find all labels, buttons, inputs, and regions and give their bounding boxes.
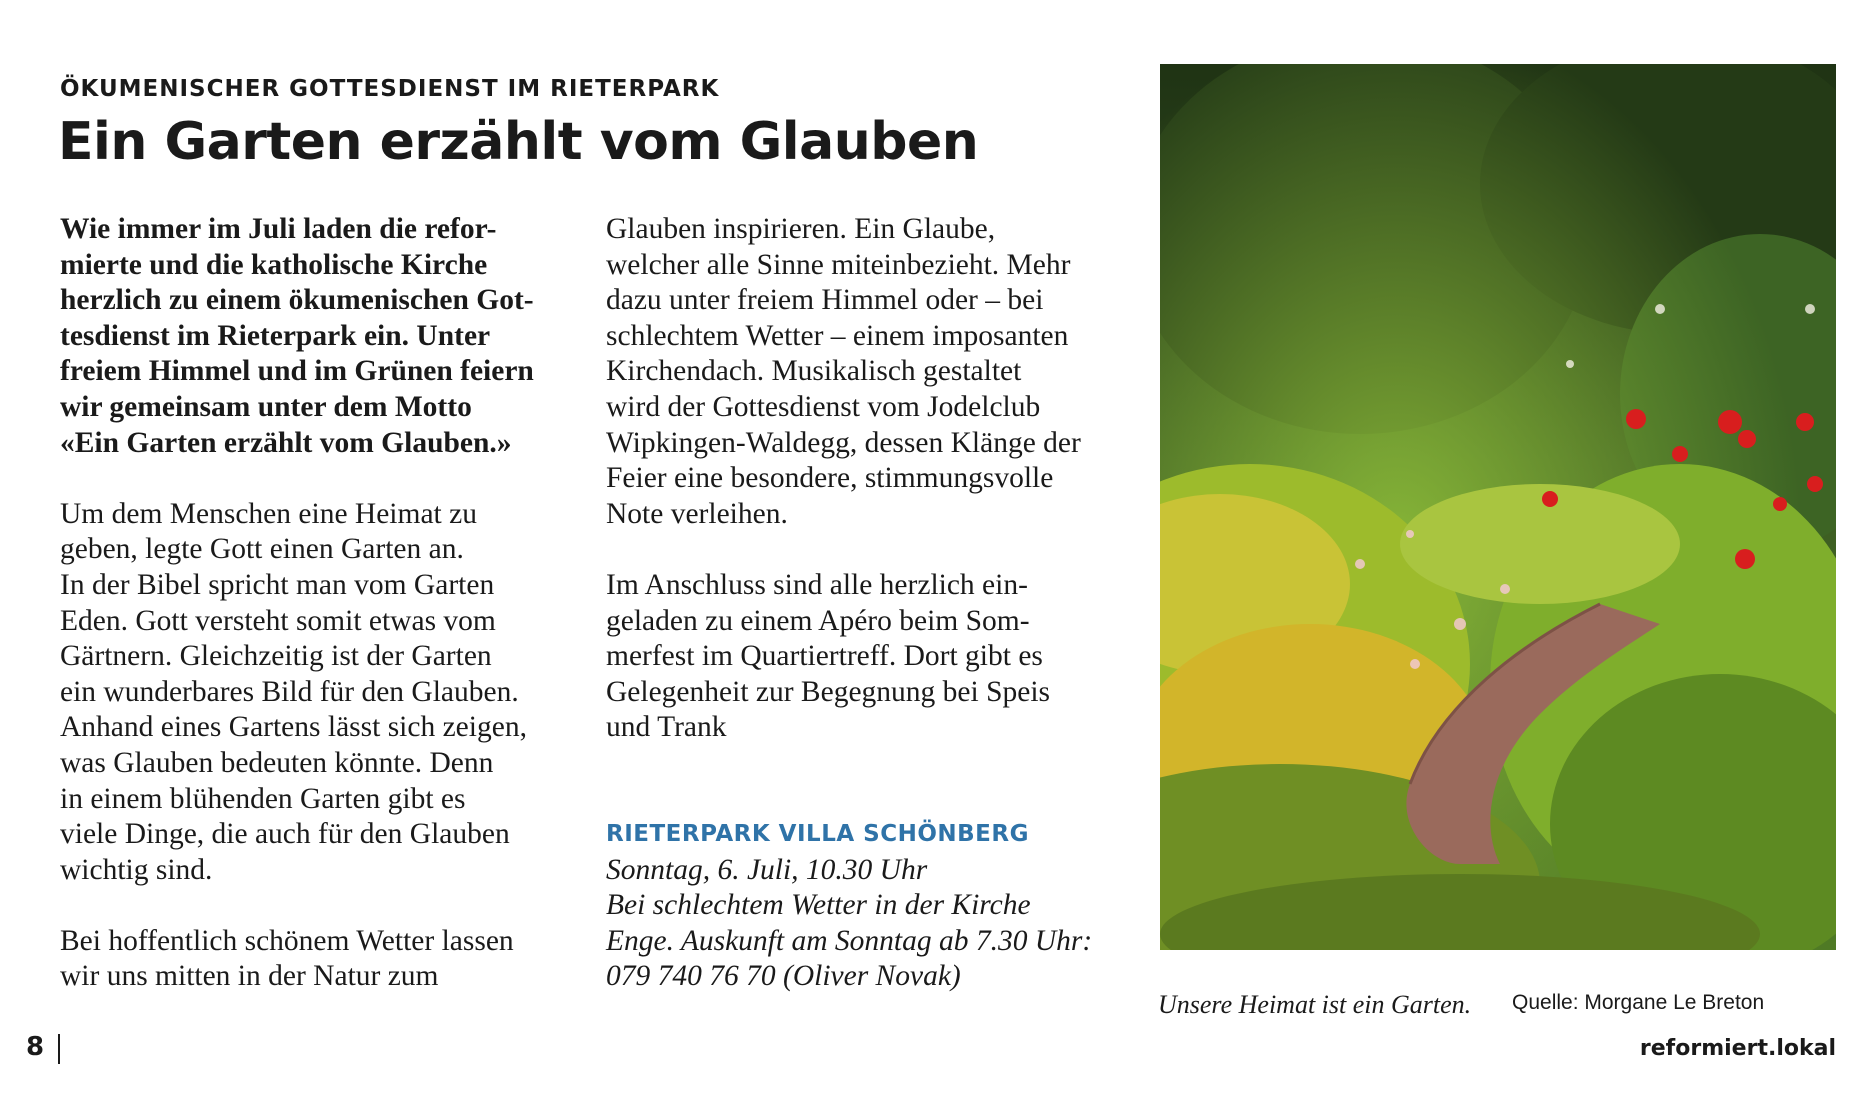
body-line: wird der Gottesdienst vom Jodelclub (606, 390, 1041, 423)
photo-caption: Unsere Heimat ist ein Garten. (1158, 990, 1472, 1019)
body-line: schlechtem Wetter – einem imposanten (606, 319, 1069, 352)
event-title: RIETERPARK VILLA SCHÖNBERG (606, 820, 1029, 847)
event-line: Sonntag, 6. Juli, 10.30 Uhr (606, 853, 928, 886)
garden-photo (1160, 64, 1836, 950)
body-line: was Glauben bedeuten könnte. Denn (60, 746, 494, 779)
event-info (606, 817, 1146, 995)
body-line: Note verleihen. (606, 497, 788, 530)
body-line: Anhand eines Gartens lässt sich zeigen, (60, 711, 527, 744)
text-column-right (606, 212, 1146, 995)
event-line: Enge. Auskunft am Sonntag ab 7.30 Uhr: (606, 924, 1093, 957)
lead-paragraph (60, 212, 580, 461)
body-line: wichtig sind. (60, 853, 213, 886)
body-line: merfest im Quartiertreff. Dort gibt es (606, 640, 1043, 673)
photo-credit: Quelle: Morgane Le Breton (1512, 991, 1765, 1014)
body-paragraph-4 (606, 568, 1146, 746)
body-line: Um dem Menschen eine Heimat zu (60, 497, 477, 530)
text-column-left (60, 212, 580, 995)
body-line: Wipkingen-Waldegg, dessen Klänge der (606, 426, 1081, 459)
lead-line: herzlich zu einem ökumenischen Got- (60, 284, 534, 317)
body-line: dazu unter freiem Himmel oder – bei (606, 284, 1044, 317)
body-line: viele Dinge, die auch für den Glauben (60, 818, 510, 851)
event-line: Bei schlechtem Wetter in der Kirche (606, 889, 1031, 922)
page-number: 8 (26, 1032, 45, 1062)
lead-line: mierte und die katholische Kirche (60, 248, 488, 281)
publication-brand: reformiert.lokal (1639, 1036, 1836, 1061)
body-line: Im Anschluss sind alle herzlich ein- (606, 568, 1028, 601)
lead-line: tesdienst im Rieterpark ein. Unter (60, 319, 491, 352)
body-paragraph-1 (60, 497, 580, 889)
body-line: geben, legte Gott einen Garten an. (60, 533, 464, 566)
body-line: ein wunderbares Bild für den Glauben. (60, 675, 519, 708)
lead-line: «Ein Garten erzählt vom Glauben.» (60, 426, 512, 459)
body-line: wir uns mitten in der Natur zum (60, 960, 439, 993)
article-kicker: ÖKUMENISCHER GOTTESDIENST IM RIETERPARK (60, 76, 720, 102)
body-line: Eden. Gott versteht somit etwas vom (60, 604, 496, 637)
body-paragraph-2 (60, 924, 580, 995)
body-line: geladen zu einem Apéro beim Som- (606, 604, 1030, 637)
body-line: welcher alle Sinne miteinbezieht. Mehr (606, 248, 1071, 281)
body-line: Feier eine besondere, stimmungsvolle (606, 462, 1054, 495)
body-line: In der Bibel spricht man vom Garten (60, 568, 495, 601)
body-paragraph-3 (606, 212, 1146, 532)
page-separator (58, 1034, 60, 1064)
article-headline: Ein Garten erzählt vom Glauben (58, 112, 979, 172)
body-line: Gärtnern. Gleichzeitig ist der Garten (60, 640, 492, 673)
body-line: und Trank (606, 711, 727, 744)
body-line: in einem blühenden Garten gibt es (60, 782, 466, 815)
lead-line: freiem Himmel und im Grünen feiern (60, 355, 534, 388)
event-line: 079 740 76 70 (Oliver Novak) (606, 960, 961, 993)
lead-line: wir gemeinsam unter dem Motto (60, 390, 472, 423)
body-line: Kirchendach. Musikalisch gestaltet (606, 355, 1022, 388)
body-line: Glauben inspirieren. Ein Glaube, (606, 213, 996, 245)
body-line: Bei hoffentlich schönem Wetter lassen (60, 924, 514, 957)
lead-line: Wie immer im Juli laden die refor- (60, 213, 497, 245)
body-line: Gelegenheit zur Begegnung bei Speis (606, 675, 1051, 708)
